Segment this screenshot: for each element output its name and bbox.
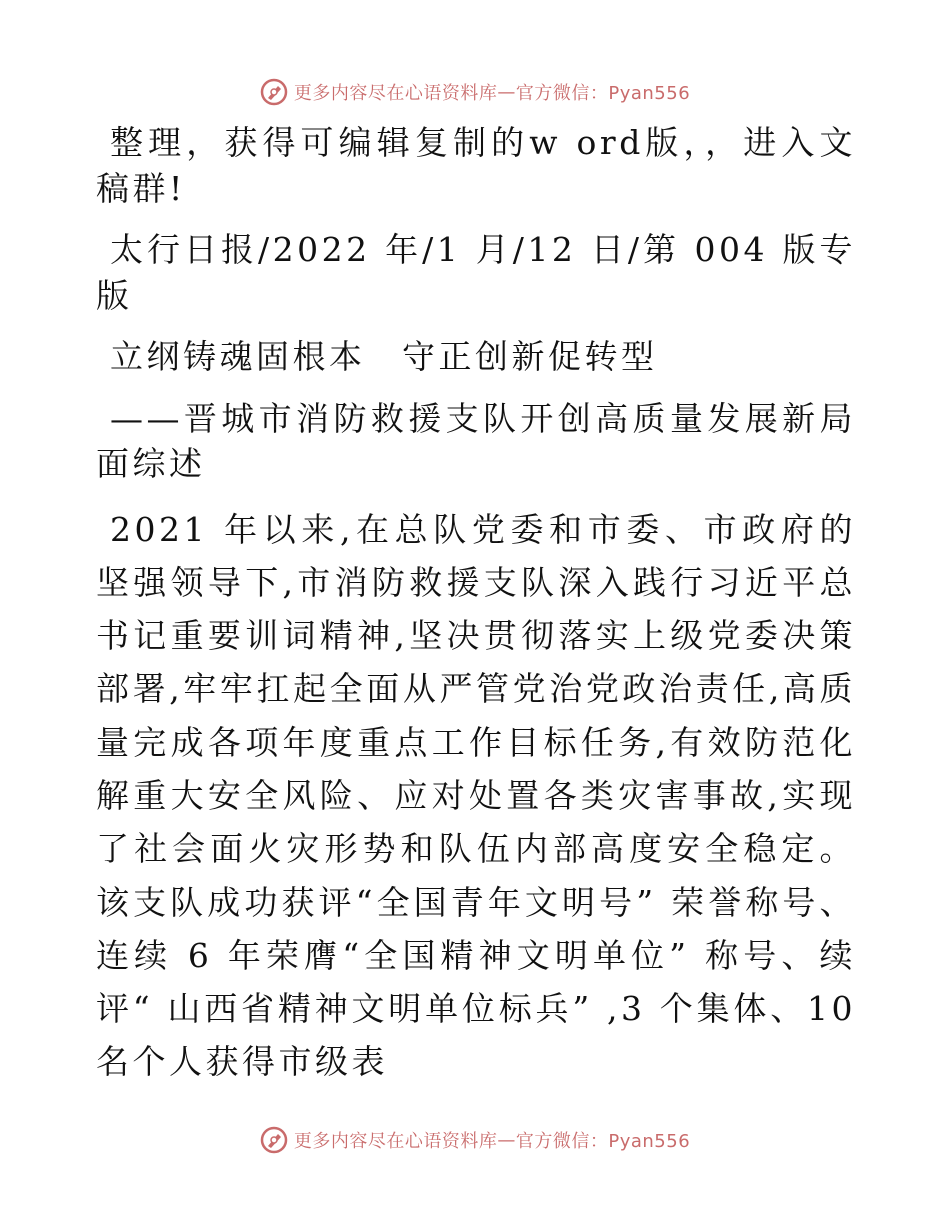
document-body [96,120,856,1105]
quill-logo-icon [260,1126,288,1154]
watermark-separator: — [497,1129,516,1151]
watermark-wechat: 官方微信：Pyan556 [515,83,691,104]
watermark-wechat: 官方微信：Pyan556 [515,1131,691,1152]
publication-line: 太行日报/2022 年/1 月/12 日/第 004 版专版 [96,230,856,315]
article-subtitle: ——晋城市消防救援支队开创高质量发展新局面综述 [96,398,856,483]
quill-logo-icon [260,78,288,106]
watermark-text: 更多内容尽在心语资料库 [293,1131,498,1152]
watermark-text: 更多内容尽在心语资料库 [293,83,498,104]
watermark-separator: — [497,81,516,103]
body-paragraph: 2021 年以来,在总队党委和市委、市政府的坚强领导下,市消防救援支队深入践行习近平总书记重要训词精神,坚决贯彻落实上级党委决策部署,牢牢扛起全面从严管党治党政治责任,高质量完成各项年度重点工作目标任务,有效防范化解重大安全风险、应对处置各类灾害事故,实现了社会面火灾形势和队伍内部高度安全稳定。该支队成功获评“全国青年文明号” 荣誉称号、连续 6 年荣膺“全国精神文明单位” 称号、续评“ 山西省精神文明单位标兵” ,3 个集体、10 名个人获得市级表 [96,509,856,1082]
article-title: 立纲铸魂固根本 守正创新促转型 [110,337,658,376]
watermark-header [0,72,950,112]
watermark-footer [0,1120,950,1160]
intro-note: 整理，获得可编辑复制的w ord版，，进入文稿群! [96,123,856,208]
